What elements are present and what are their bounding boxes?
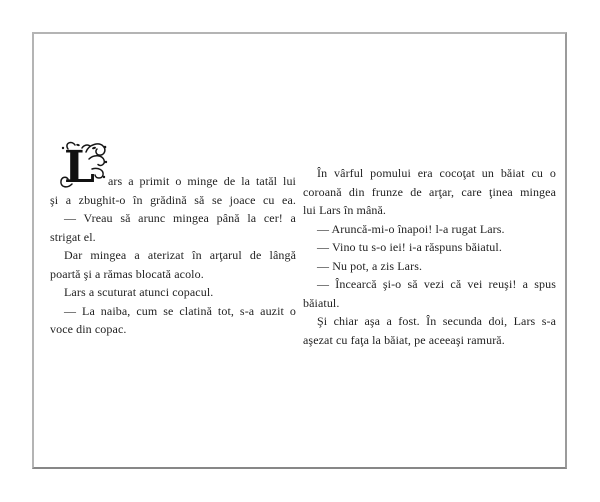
right-page-text xyxy=(303,164,556,349)
drop-cap-letter: L xyxy=(64,142,95,191)
text-line: coroană din frunze de arţar, care ţinea mingea xyxy=(303,184,556,199)
text-line: — Vreau să arunc mingea până la cer! a xyxy=(64,211,296,225)
text-line: ars a primit o minge de la tatăl lui xyxy=(108,174,296,188)
text-line: — Încearcă şi-o să vezi că vei reuşi! a spus xyxy=(317,277,556,291)
text-line: voce din copac. xyxy=(50,322,127,336)
text-line: Şi chiar aşa a fost. În secunda doi, Lars s-a xyxy=(317,314,556,328)
text-line: — La naiba, cum se clatină tot, s-a auzit o xyxy=(64,303,296,318)
book-page-spread xyxy=(32,32,567,469)
text-line: strigat el. xyxy=(50,229,96,244)
text-line: — Aruncă-mi-o înapoi! l-a rugat Lars. xyxy=(317,221,505,236)
text-line: — Vino tu s-o iei! i-a răspuns băiatul. xyxy=(317,240,502,254)
text-line: aşezat cu faţa la băiat, pe aceeaşi ramură. xyxy=(303,332,505,347)
text-line: poartă şi a rămas blocată acolo. xyxy=(50,266,204,281)
text-line: băiatul. xyxy=(303,295,340,310)
text-line: lui Lars în mână. xyxy=(303,203,387,217)
text-line: În vârful pomului era cocoţat un băiat cu o xyxy=(317,166,556,180)
text-line: Lars a scuturat atunci copacul. xyxy=(64,285,214,299)
text-line: şi a zbughit-o în grădină să se joace cu ea. xyxy=(50,192,296,207)
text-line: — Nu pot, a zis Lars. xyxy=(317,258,423,273)
left-page-text xyxy=(50,172,296,339)
text-line: Dar mingea a aterizat în arţarul de lângă xyxy=(64,248,296,262)
